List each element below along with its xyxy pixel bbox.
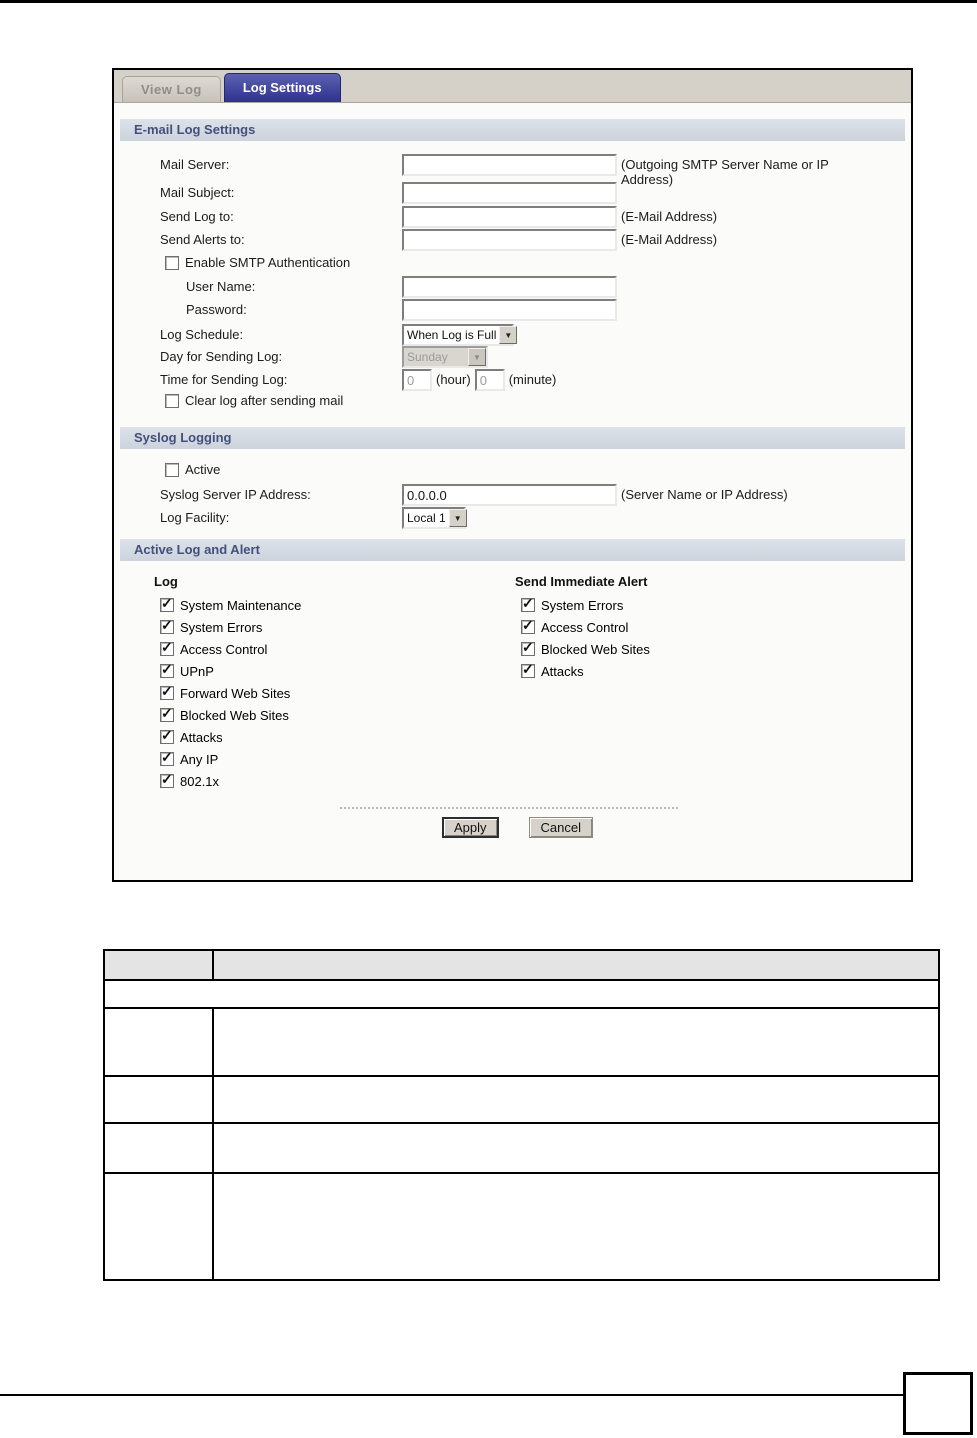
clear-log-checkbox[interactable] [160,393,343,408]
send-alerts-to-input[interactable] [402,229,617,251]
checkbox-label: 802.1x [180,773,220,789]
checkbox-label: Any IP [180,751,219,767]
syslog-active-checkbox[interactable] [160,462,220,477]
alert-checkbox-system-errors[interactable] [515,594,911,616]
checkbox-icon [160,620,174,634]
time-for-sending-label: Time for Sending Log: [160,372,288,387]
checkbox-icon [160,708,174,722]
tab-log-settings[interactable]: Log Settings [224,73,341,102]
table-row [104,980,939,1008]
log-facility-label: Log Facility: [160,510,230,525]
table-header-row [104,950,939,980]
checkbox-icon [160,664,174,678]
alert-checkbox-blocked-web-sites[interactable] [515,638,911,660]
checkbox-label: Attacks [180,729,223,745]
syslog-server-note: (Server Name or IP Address) [621,487,788,502]
hour-note: (hour) [436,372,471,387]
checkbox-label: System Errors [541,597,624,613]
apply-button[interactable]: Apply [442,817,499,838]
log-facility-select[interactable] [402,507,466,529]
dropdown-arrow-icon: ▼ [499,326,517,344]
checkbox-label: Blocked Web Sites [541,641,650,657]
clear-log-label: Clear log after sending mail [185,393,344,408]
checkbox-icon [160,730,174,744]
checkbox-icon [521,642,535,656]
log-schedule-row [114,324,911,346]
syslog-form [114,462,911,531]
checkbox-icon [521,598,535,612]
checkbox-icon [165,463,179,477]
checkbox-icon [521,664,535,678]
table-header-cell [104,950,213,980]
smtp-auth-label: Enable SMTP Authentication [185,255,351,270]
syslog-server-input[interactable] [402,484,617,506]
page-top-rule [0,0,977,3]
user-name-row [114,276,911,299]
log-checkbox-upnp[interactable] [154,660,515,682]
log-checkbox-forward-web-sites[interactable] [154,682,515,704]
checkbox-icon [160,598,174,612]
checkbox-label: Attacks [541,663,584,679]
minute-note: (minute) [508,372,557,387]
log-checkbox-attacks[interactable] [154,726,515,748]
checkbox-icon [521,620,535,634]
checkbox-icon [160,752,174,766]
log-checkbox-blocked-web-sites[interactable] [154,704,515,726]
cancel-button[interactable]: Cancel [529,817,593,838]
mail-server-note: (Outgoing SMTP Server Name or IP Address) [621,157,829,187]
alert-checkbox-access-control[interactable] [515,616,911,638]
table-cell [104,1123,213,1173]
table-cell [104,1008,213,1076]
email-log-settings-form [114,154,911,415]
log-settings-screenshot [112,68,913,882]
checkbox-label: Blocked Web Sites [180,707,289,723]
mail-server-row [114,154,911,187]
dropdown-arrow-icon: ▼ [449,509,467,527]
send-alerts-to-row [114,229,911,255]
alert-checkbox-attacks[interactable] [515,660,911,682]
day-for-sending-select[interactable] [402,346,488,368]
send-alerts-to-note: (E-Mail Address) [621,232,718,247]
log-checkbox-any-ip[interactable] [154,748,515,770]
syslog-server-label: Syslog Server IP Address: [160,487,311,502]
alert-column-header: Send Immediate Alert [515,574,648,589]
checkbox-label: Forward Web Sites [180,685,291,701]
checkbox-label: UPnP [180,663,214,679]
table-header-cell [213,950,939,980]
table-cell [213,1123,939,1173]
password-row [114,299,911,324]
checkbox-label: System Maintenance [180,597,302,613]
active-log-alert-header: Active Log and Alert [120,539,905,561]
mail-subject-input[interactable] [402,182,617,204]
log-column [154,574,515,792]
syslog-server-row [114,484,911,507]
syslog-active-row [114,462,911,484]
send-log-to-input[interactable] [402,206,617,228]
syslog-active-label: Active [185,462,221,477]
email-log-settings-header: E-mail Log Settings [120,119,905,141]
day-for-sending-label: Day for Sending Log: [160,349,283,364]
checkbox-icon [165,256,179,270]
log-schedule-select[interactable] [402,324,514,346]
hour-input[interactable] [402,369,432,391]
send-log-to-row [114,206,911,229]
smtp-auth-row [114,255,911,276]
table-cell [213,1076,939,1123]
alert-column [515,574,911,792]
table-cell [104,1173,213,1280]
send-alerts-to-label: Send Alerts to: [160,232,245,247]
password-label: Password: [186,302,247,317]
button-row [114,817,911,838]
send-log-to-note: (E-Mail Address) [621,209,718,224]
time-for-sending-row [114,369,911,393]
page-number-box [903,1372,973,1435]
checkbox-icon [160,686,174,700]
log-checkbox-system-errors[interactable] [154,616,515,638]
log-facility-row [114,507,911,531]
tab-bar [114,70,911,103]
password-input[interactable] [402,299,617,321]
log-column-header: Log [154,574,178,589]
table-cell [213,1008,939,1076]
mail-server-label: Mail Server: [160,157,230,172]
footer-rule [0,1394,903,1396]
log-facility-value: Local 1 [407,511,446,525]
syslog-logging-header: Syslog Logging [120,427,905,449]
log-schedule-label: Log Schedule: [160,327,244,342]
day-for-sending-row [114,346,911,369]
clear-log-row [114,393,911,415]
table-cell [213,1173,939,1280]
log-checkbox-access-control[interactable] [154,638,515,660]
table-cell [104,980,939,1008]
user-name-label: User Name: [186,279,256,294]
checkbox-label: Access Control [541,619,629,635]
day-for-sending-value: Sunday [407,350,448,364]
table-row [104,1123,939,1173]
send-log-to-label: Send Log to: [160,209,234,224]
checkbox-label: Access Control [180,641,268,657]
minute-input[interactable] [475,369,505,391]
checkbox-icon [165,394,179,408]
table-cell [104,1076,213,1123]
checkbox-icon [160,774,174,788]
reference-table [103,949,940,1281]
user-name-input[interactable] [402,276,617,298]
dropdown-arrow-icon: ▼ [468,348,486,366]
mail-server-input[interactable] [402,154,617,176]
checkbox-icon [160,642,174,656]
table-row [104,1008,939,1076]
tab-view-log[interactable]: View Log [122,76,221,102]
smtp-auth-checkbox[interactable] [160,255,350,270]
log-checkbox-system-maintenance[interactable] [154,594,515,616]
table-row [104,1173,939,1280]
dotted-separator [340,807,678,809]
log-checkbox-8021x[interactable] [154,770,515,792]
active-log-columns [114,574,911,792]
log-schedule-value: When Log is Full [407,328,497,342]
table-row [104,1076,939,1123]
mail-subject-label: Mail Subject: [160,185,235,200]
checkbox-label: System Errors [180,619,263,635]
